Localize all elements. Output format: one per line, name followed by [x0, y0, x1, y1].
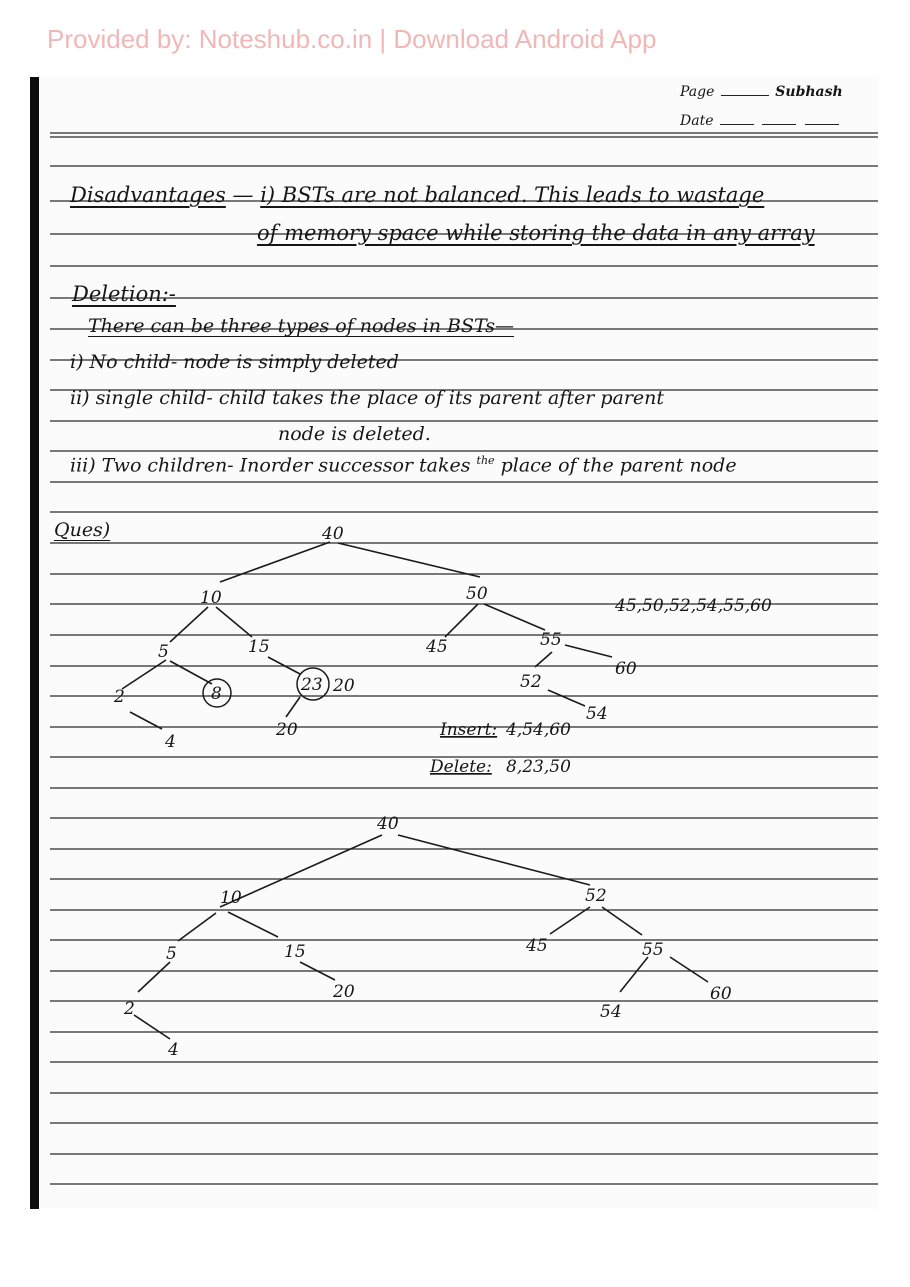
tree1-node-4: 4 [165, 732, 176, 752]
author-signature: Subhash [775, 84, 843, 100]
tree1-node-40: 40 [322, 524, 344, 544]
disadvantages-heading: Disadvantages [70, 183, 226, 207]
tree2-node-55: 55 [642, 940, 664, 960]
inserted-word: the [476, 454, 495, 467]
edge2-52-55 [602, 907, 642, 935]
watermark-text: Provided by: Noteshub.co.in | Download Android App [47, 24, 657, 54]
edge2-52-45 [550, 907, 590, 934]
disadvantages-text-2: of memory space while storing the data in any array [257, 221, 815, 245]
tree2-node-54: 54 [600, 1002, 622, 1022]
date-label: Date [680, 113, 714, 129]
tree1-node-8: 8 [211, 684, 222, 704]
tree2-node-60: 60 [710, 984, 732, 1004]
delete-values: 8,23,50 [506, 757, 571, 777]
tree1-node-52: 52 [520, 672, 542, 692]
tree2-node-5: 5 [166, 944, 177, 964]
tree1-node-54: 54 [586, 704, 608, 724]
tree1-node-2: 2 [114, 687, 125, 707]
bst-diagram-after [30, 77, 878, 1209]
tree1-node-10: 10 [200, 588, 222, 608]
tree2-node-20: 20 [333, 982, 355, 1002]
edge2-55-60 [670, 957, 708, 982]
edge2-55-54 [620, 957, 648, 992]
edge2-10-5 [178, 913, 216, 941]
tree1-node-45: 45 [426, 637, 448, 657]
insert-label: Insert: [440, 720, 498, 740]
delete-label: Delete: [430, 757, 492, 777]
tree2-node-40: 40 [377, 814, 399, 834]
tree1-node-15: 15 [248, 637, 270, 657]
tree2-node-45: 45 [526, 936, 548, 956]
tree1-node-55: 55 [540, 630, 562, 650]
edge2-40-52 [398, 835, 590, 885]
disadvantages-text-1: i) BSTs are not balanced. This leads to wastage [260, 183, 765, 207]
tree1-node-5: 5 [158, 642, 169, 662]
question-label: Ques) [54, 519, 111, 541]
deletion-heading: Deletion:- [72, 282, 176, 306]
two-children-text-end: place of the parent node [500, 454, 737, 477]
tree2-node-2: 2 [124, 999, 135, 1019]
notebook-page [30, 77, 878, 1209]
disadvantages-dash: — [232, 183, 254, 207]
successor-list: 45,50,52,54,55,60 [615, 596, 772, 616]
tree1-node-50: 50 [466, 584, 488, 604]
page-label: Page [680, 84, 715, 100]
edge2-40-10 [220, 835, 382, 907]
tree1-node-20: 20 [276, 720, 298, 740]
tree1-node-60: 60 [615, 659, 637, 679]
node-types-intro: There can be three types of nodes in BSTs— [88, 315, 515, 337]
edge2-2-4 [134, 1015, 170, 1039]
edge2-10-15 [228, 912, 278, 937]
node-type-no-child: i) No child- node is simply deleted [70, 351, 399, 373]
edge2-5-2 [138, 962, 170, 992]
tree2-node-52: 52 [585, 886, 607, 906]
tree1-node-20-successor: 20 [333, 676, 355, 696]
two-children-text: iii) Two children- Inorder successor takes [70, 454, 471, 477]
node-type-single-child-cont: node is deleted. [278, 423, 431, 445]
node-type-single-child: ii) single child- child takes the place of its parent after parent [70, 387, 665, 409]
tree2-node-10: 10 [220, 888, 242, 908]
tree1-node-23: 23 [301, 675, 323, 695]
insert-values: 4,54,60 [506, 720, 571, 740]
tree2-node-15: 15 [284, 942, 306, 962]
tree2-node-4: 4 [168, 1040, 179, 1060]
edge2-15-20 [300, 962, 335, 980]
